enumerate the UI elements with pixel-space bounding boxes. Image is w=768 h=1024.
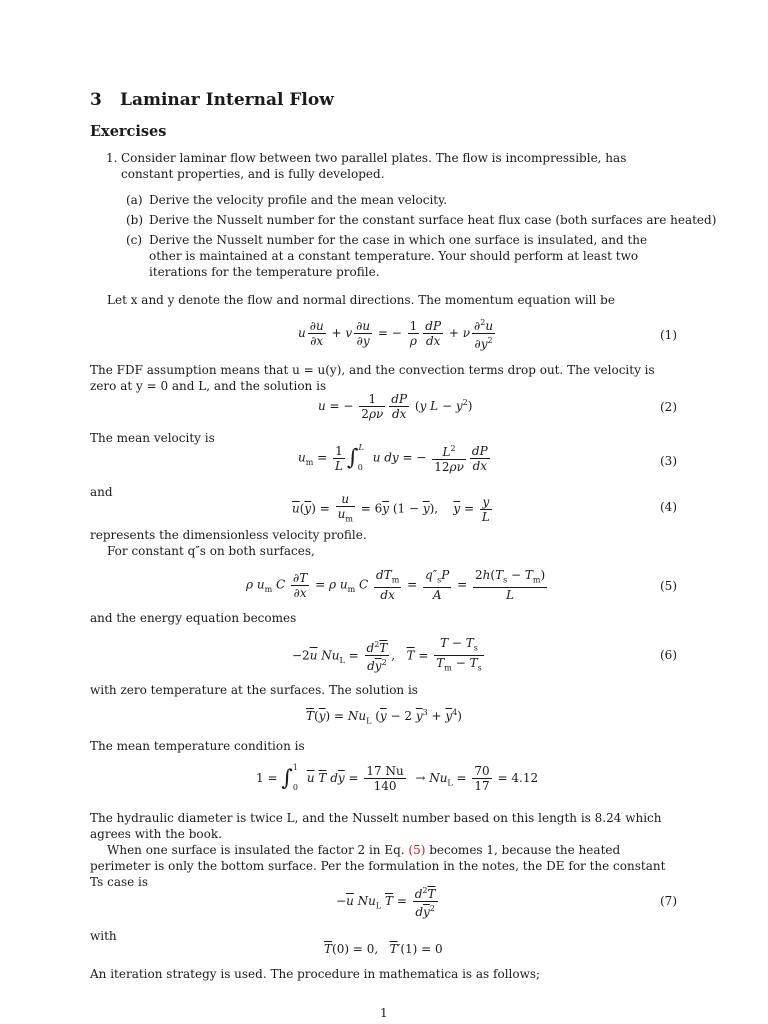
paragraph-mean-temperature: The mean temperature condition is [90,739,305,753]
part-text-a: Derive the velocity profile and the mean velocity. [149,193,448,207]
nu-result-value: = 4.12 [497,771,539,785]
part-label-a: (a) [126,193,143,207]
section-heading [90,90,334,110]
section-title: Laminar Internal Flow [120,90,334,110]
equation-reference-5[interactable]: (5) [408,843,426,857]
paragraph-fdf: The FDF assumption means that u = u(y), and the convection terms drop out. The velocity is zero at y = 0 and L, and the solution is [90,363,655,393]
nu-result-denominator: 17 [474,779,490,793]
paragraph-insulated [90,842,682,890]
exercise-number: 1. [106,151,118,165]
section-number: 3 [90,90,102,110]
page-number: 1 [380,1006,388,1020]
equation-number-4: (4) [660,500,677,514]
equation-dimensionless-velocity: $\overline{u}(\overline{y})$ = $\frac{u}{u_m}$ = $6\overline{y}$ $(1 - \overline{y})$, $\overline{y}$ = $\frac{y}{L}$ [292,492,490,524]
nu-integral-denominator: 140 [373,779,397,793]
part-label-b: (b) [126,213,144,227]
equation-temperature-solution: $\overline{T}(\overline{y}) = Nu_L$ ($\overline{y} - 2$ $\overline{y}^3 + \overline{y}^4$) [306,708,462,726]
equation-boundary-conditions: $\overline{T}(0) = 0$, $\overline{T}'(1) = 0$ [324,942,443,956]
subsection-heading: Exercises [90,123,167,140]
nu-result-numerator: 70 [474,764,490,778]
paragraph-insulated-a: When one surface is insulated the factor 2 in Eq. [107,843,409,857]
paragraph-mean-velocity: The mean velocity is [90,431,215,445]
paragraph-profile: represents the dimensionless velocity profile. [90,528,367,542]
equation-number-5: (5) [660,579,677,593]
equation-energy-balance: ρ $u_m$ C $\frac{\partial T}{\partial x}$ = ρ $u_m$ C $\frac{dT_m}{dx}$ = $\frac{q''_sP}{A}$ = $\frac{2h(T_s - T_m)}{L}$ [246,568,546,603]
part-text-c: Derive the Nusselt number for the case in which one surface is insulated, and the other is maintained at a constant temperature. Your should perform at least two iterations for the temperature profile. [149,233,648,279]
paragraph-solution: with zero temperature at the surfaces. The solution is [90,683,418,697]
paragraph-energy-equation: and the energy equation becomes [90,611,297,625]
paragraph-and: and [90,485,113,499]
paragraph-hydraulic-diameter: The hydraulic diameter is twice L, and the Nusselt number based on this length is 8.24 which agrees with the book. [90,811,662,841]
equation-number-6: (6) [660,648,677,662]
equation-number-3: (3) [660,454,677,468]
equation-number-7: (7) [660,894,677,908]
equation-mean-temperature: 1 = ∫$^1_0$ $\overline{u}$ $\overline{T}$ $d\overline{y}$ = $\frac{17 Nu}{140}$ → $Nu_L$ = $\frac{70}{17}$ = 4.12 [256,763,539,793]
paragraph-constant-flux: For constant q″s on both surfaces, [107,544,315,558]
paragraph-with: with [90,929,117,943]
part-label-c: (c) [126,233,143,247]
nu-integral-numerator: 17 Nu [366,764,404,778]
paragraph-iteration: An iteration strategy is used. The procedure in mathematica is as follows; [90,967,541,981]
equation-velocity-profile: u = − $\frac{1}{2\rho\nu}$ $\frac{dP}{dx}$ (y $L - y^2$) [318,392,473,421]
equation-momentum: u $\frac{\partial u}{\partial x}$ + v $\frac{\partial u}{\partial y}$ = − $\frac{1}{\rho}$ $\frac{dP}{dx}$ + ν $\frac{\partial^2u}{\partial y^2}$ [298,318,494,351]
paragraph-insulated-b: becomes 1, because the heated perimeter is only the bottom surface. Per the formulation in the notes, the DE for the constant Ts case is [90,843,666,889]
equation-dimensionless-energy: $-2\overline{u}$ $Nu_L$ = $\frac{d^2\overline{T}}{d\overline{y}^2}$ , $\overline{T}$ = $\frac{T - T_s}{T_m - T_s}$ [292,636,482,674]
equation-number-2: (2) [660,400,677,414]
equation-number-1: (1) [660,328,677,342]
equation-insulated-de: $-\overline{u}$ $Nu_L$ $\overline{T}$ = $\frac{d^2\overline{T}}{d\overline{y}^2}$ [336,886,436,919]
part-text-b: Derive the Nusselt number for the constant surface heat flux case (both surfaces are heated) [149,213,717,227]
equation-mean-velocity: $u_m$ = $\frac{1}{L}$ ∫$^L_0$ u dy = − $\frac{L^2}{12\rho\nu}$ $\frac{dP}{dx}$ [298,442,488,474]
exercise-text: Consider laminar flow between two parallel plates. The flow is incompressible, has constant properties, and is fully developed. [121,151,627,181]
paragraph-momentum: Let x and y denote the flow and normal directions. The momentum equation will be [107,293,615,307]
